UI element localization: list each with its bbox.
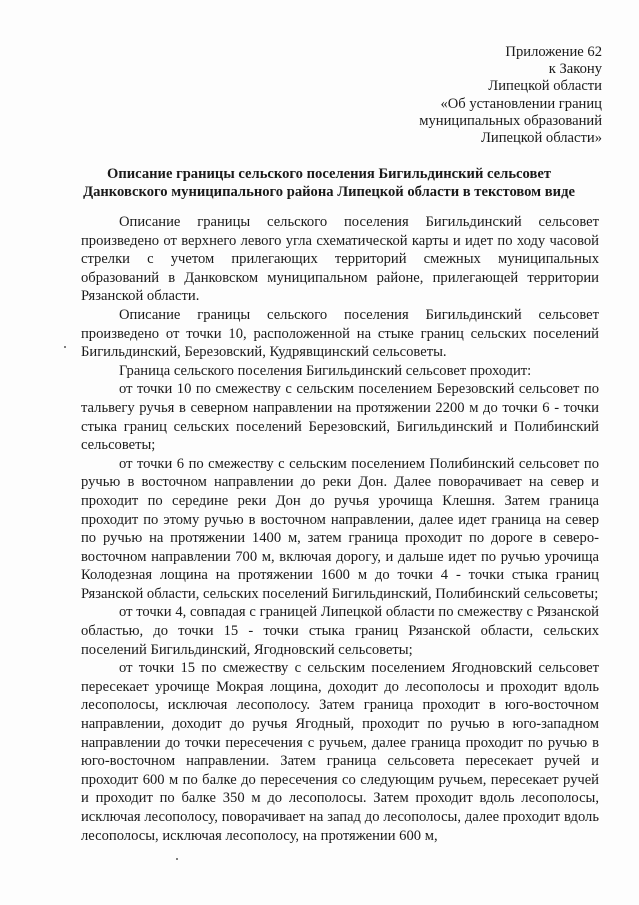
paragraph: от точки 15 по смежеству с сельским поселением Ягодновский сельсовет пересекает урочище Мокрая лощина, доходит до лесополосы и проходит вдоль лесополосы, исключая лесополосу. Затем граница проходит в юго-восточном направлении, доходит до ручья Ягодный, проходит по ручью в юго-западном направлении до точки пересечения с ручьем, далее граница проходит по ручью в юго-восточном направлении. Затем граница сельсовета пересекает ручей и проходит 600 м по балке до пересечения со следующим ручьем, пересекает ручей и проходит по балке 350 м до лесополосы. Затем проходит вдоль лесополосы, исключая лесополосу, поворачивает на запад до лесополосы, далее проходит вдоль лесополосы, исключая лесополосу, на протяжении 600 м, [81, 660, 599, 844]
annex-line: муниципальных образований [419, 112, 602, 129]
document-body [81, 213, 599, 845]
title-line: Описание границы сельского поселения Бигильдинский сельсовет [107, 166, 551, 182]
annex-line: Липецкой области [488, 78, 602, 95]
scan-speck [64, 346, 66, 348]
annex-line: «Об установлении границ [440, 95, 602, 112]
paragraph: Граница сельского поселения Бигильдинский сельсовет проходит: [119, 362, 532, 379]
paragraph: Описание границы сельского поселения Бигильдинский сельсовет произведено от точки 10, расположенной на стыке границ сельских поселений Бигильдинский, Березовский, Кудрявщинский сельсоветы. [81, 306, 599, 361]
paragraph: от точки 10 по смежеству с сельским поселением Березовский сельсовет по тальвегу ручья в северном направлении на протяжении 2200 м до точки 6 - точки стыка границ сельских поселений Березовский, Бигильдинский и Полибинский сельсоветы; [81, 381, 599, 454]
annex-header [419, 44, 602, 147]
paragraph: от точки 4, совпадая с границей Липецкой области по смежеству с Рязанской областью, до точки 15 - точки стыка границ Рязанской области, сельских поселений Бигильдинский, Ягодновский сельсоветы; [81, 604, 599, 658]
scan-speck [176, 858, 178, 860]
annex-line: Липецкой области» [481, 130, 602, 147]
document-title [60, 165, 598, 201]
annex-line: Приложение 62 [505, 44, 602, 60]
paragraph: Описание границы сельского поселения Бигильдинский сельсовет произведено от верхнего левого угла схематической карты и идет по ходу часовой стрелки с учетом прилегающих территорий смежных муниципальных образований в Данковском муниципальном районе, прилегающей территории Рязанской области. [81, 214, 599, 305]
annex-line: к Закону [548, 61, 602, 78]
title-line: Данковского муниципального района Липецкой области в текстовом виде [83, 184, 575, 200]
paragraph: от точки 6 по смежеству с сельским поселением Полибинский сельсовет по ручью в восточном направлении до реки Дон. Далее поворачивает на север и проходит по середине реки Дон до ручья урочища Клешня. Затем граница проходит по этому ручью в восточном направлении, далее идет граница на север по ручью на протяжении 1400 м, затем граница проходит по дороге в северо-восточном направлении 700 м, включая дорогу, и дальше идет по ручью урочища Колодезная лощина на протяжении 1600 м до точки 4 - точки стыка границ Рязанской области, сельских поселений Бигильдинский, Полибинский сельсоветы; [81, 455, 599, 602]
